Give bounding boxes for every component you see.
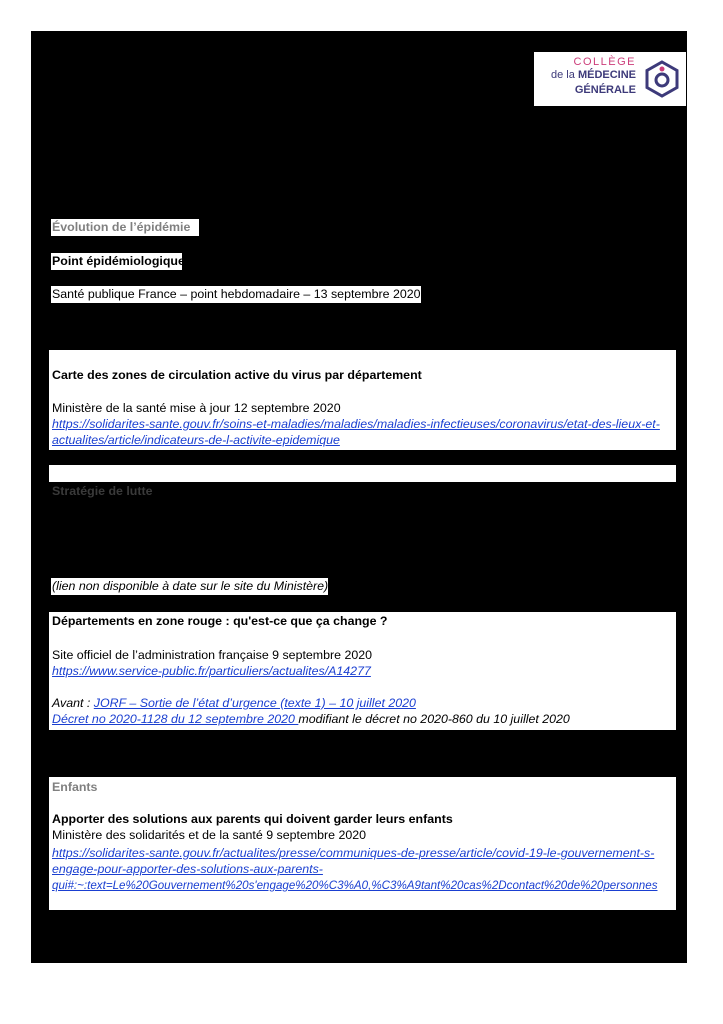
- carte-link-line-1[interactable]: https://solidarites-sante.gouv.fr/soins-et-maladies/maladies/maladies-infectieuses/coronavirus/etat-des-lieux-et-: [52, 417, 660, 431]
- decret-line: [52, 712, 570, 727]
- spf-link-line-2[interactable]: covid-19-en-france-et-dans-le-monde: [52, 318, 257, 332]
- zone-rouge-link[interactable]: https://www.service-public.fr/particuliers/actualites/A14277: [52, 664, 371, 678]
- link-unavailable-note: (lien non disponible à date sur le site du Ministère): [52, 579, 329, 593]
- logo-line-3: GÉNÉRALE: [574, 84, 636, 96]
- point-epidemio-title: Point épidémiologique: [52, 254, 185, 268]
- section-heading-evolution: Évolution de l’épidémie: [52, 220, 191, 234]
- enfants-link-line-1[interactable]: https://solidarites-sante.gouv.fr/actualites/presse/communiques-de-presse/article/covid-19-le-gouvernement-s-: [52, 846, 655, 860]
- enfants-source-text: Ministère des solidarités et de la santé 9 septembre 2020: [52, 828, 367, 842]
- carte-title: Carte des zones de circulation active du virus par département: [52, 368, 422, 382]
- logo-line-1: COLLÈGE: [573, 56, 636, 68]
- enfants-link-line-3[interactable]: qui#:~:text=Le%20Gouvernement%20s'engage%20%C3%A0,%C3%A9tant%20cas%2Dcontact%20de%20personnes: [52, 879, 658, 892]
- section-heading-enfants: Enfants: [52, 780, 98, 794]
- carte-source-text: Ministère de la santé mise à jour 12 septembre 2020: [52, 401, 341, 415]
- enfants-title: Apporter des solutions aux parents qui doivent garder leurs enfants: [52, 812, 453, 826]
- carte-link-line-2[interactable]: actualites/article/indicateurs-de-l-activite-epidemique: [52, 433, 340, 447]
- avant-label: Avant :: [52, 696, 94, 710]
- decret-link[interactable]: Décret no 2020-1128 du 12 septembre 2020: [52, 712, 299, 726]
- spf-source-text: Santé publique France – point hebdomadaire – 13 septembre 2020: [52, 287, 421, 301]
- jorf-link[interactable]: JORF – Sortie de l’état d’urgence (texte 1) – 10 juillet 2020: [93, 696, 416, 710]
- section-heading-strategie: Stratégie de lutte: [52, 484, 153, 498]
- decret-text: modifiant le décret no 2020-860 du 10 juillet 2020: [298, 712, 570, 726]
- avant-line: [52, 696, 416, 711]
- zone-rouge-source-text: Site officiel de l’administration française 9 septembre 2020: [52, 648, 373, 662]
- college-logo: [534, 52, 686, 106]
- enfants-link-line-2[interactable]: engage-pour-apporter-des-solutions-aux-parents-: [52, 862, 323, 876]
- logo-line-2: de la MÉDECINE: [551, 69, 636, 81]
- logo-hexagon-icon: [644, 60, 680, 98]
- spf-link-line-1[interactable]: https://www.santepubliquefrance.fr/dossiers/coronavirus-covid-19/coronavirus-chiffres-cles-et-evolution-de-la-: [52, 303, 651, 317]
- zone-rouge-title: Départements en zone rouge : qu'est-ce que ça change ?: [52, 614, 388, 628]
